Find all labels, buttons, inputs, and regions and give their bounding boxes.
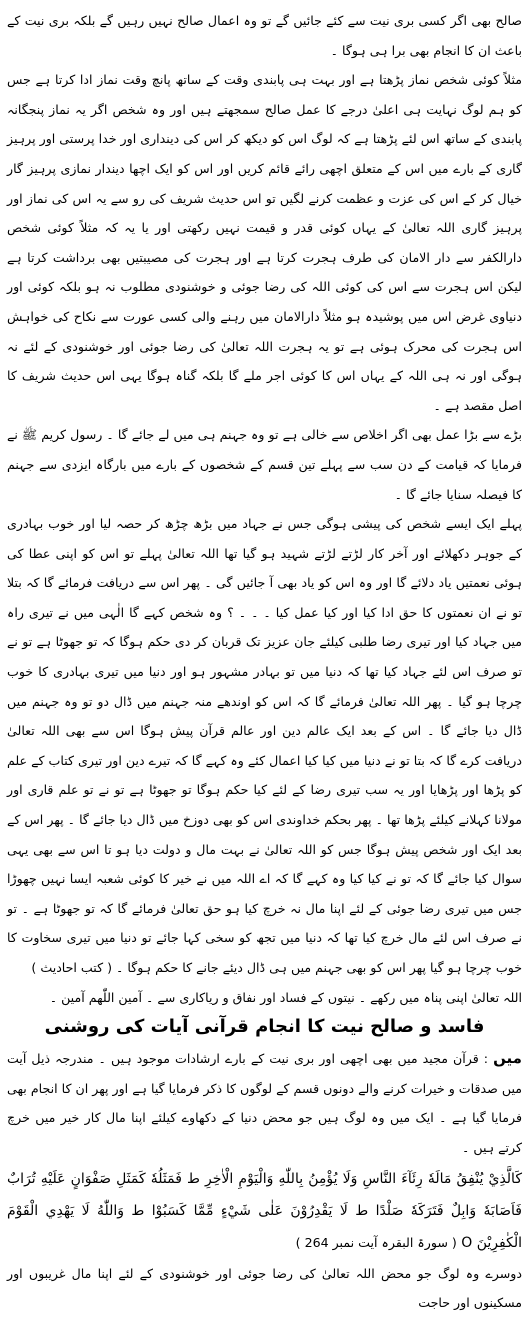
verse-text: كَالَّذِيْ يُنْفِقُ مَالَهٗ رِئَآءَ النَّاسِ وَلَا يُؤْمِنُ بِاللّٰهِ وَالْيَوْمِ الْاٰخِرِ ط فَمَثَلُهٗ كَمَثَلِ صَفْوَانٍ عَلَيْهِ تُرَابٌ فَاَصَابَهٗ وَابِلٌ فَتَرَكَهٗ صَلْدًا ط لَا يَقْدِرُوْنَ عَلٰى شَيْءٍ مِّمَّا كَسَبُوْا ط وَاللّٰهُ لَا يَهْدِي الْقَوْمَ الْكٰفِرِيْنَ O (7, 1170, 522, 1251)
section-heading: فاسد و صالح نیت کا انجام قرآنی آیات کی روشنی (44, 1016, 485, 1038)
quran-verse (7, 1163, 522, 1259)
section-lead-word: میں (493, 1049, 522, 1068)
section-intro-text: : قرآن مجید میں بھی اچھی اور بری نیت کے بارے ارشادات موجود ہیں ۔ مندرجہ ذیل آیت میں صدقات و خیرات کرنے والے دونوں قسم کے لوگوں کا ذکر فرمایا گیا ہے اور پھر ان کا انجام بھی فرمایا گیا ہے ۔ ایک میں وہ لوگ ہیں جو محض دنیا کے دکھاوے کیلئے اپنا مال کار خیر میں خرچ کرتے ہیں ۔ (7, 1051, 522, 1155)
paragraph-continuation: دوسرے وہ لوگ جو محض اللہ تعالیٰ کی رضا جوئی اور خوشنودی کے لئے اپنا مال غریبوں اور مسکینوں اور حاجت (7, 1265, 522, 1311)
paragraph-dua: اللہ تعالیٰ اپنی پناہ میں رکھے ۔ نیتوں کے فساد اور نفاق و ریاکاری سے ۔ آمین اللّٰھم آمین ۔ (49, 989, 522, 1005)
section-intro (7, 1044, 522, 1162)
paragraph-intro: صالح بھی اگر کسی بری نیت سے کئے جائیں گے تو وہ اعمال صالح نہیں رہیں گے بلکہ بری نیت کے باعث ان کا انجام بھی برا ہی ہوگا ۔ (7, 13, 522, 58)
paragraph-prayer-example: مثلاً کوئی شخص نماز پڑھتا ہے اور بہت ہی پابندی وقت کے ساتھ پانچ وقت نماز ادا کرتا ہے جس کو ہم لوگ نہایت ہی اعلیٰ درجے کا عمل صالح سمجھتے ہیں اور وہ شخص اگر یہ نماز پنجگانہ پابندی کے ساتھ اس لئے پڑھتا ہے کہ لوگ اس کو دیکھ کر اس کی دینداری اور خدا پرستی اور پرہیز گاری کے بارے میں اس کے متعلق اچھی رائے قائم کریں اور اس کو ایک اچھا دیندار نمازی پرہیز گار خیال کر کے اس کی عزت و عظمت کرنے لگیں تو اس حدیث شریف کی رو سے یہ اس کی نماز اور پرہیز گاری اللہ تعالیٰ کے یہاں کوئی قدر و قیمت نہیں رکھتی اور یا یہ کہ مثلاً کوئی شخص دارالکفر سے دار الامان کی طرف ہجرت کرتا ہے اور ہجرت کی مصیبتیں بھی برداشت کرتا ہے لیکن اس ہجرت سے اس کی کوئی اللہ کی رضا جوئی و خوشنودی مطلوب نہ ہو بلکہ کوئی اور دنیاوی غرض اس میں پوشیدہ ہو مثلاً دارالامان میں رہنے والی کسی عورت سے نکاح کی خواہش اس ہجرت کی محرک ہوئی ہے تو یہ ہجرت اللہ تعالیٰ کی رضا جوئی اور خوشنودی کے لئے نہ ہوگی اور نہ ہی اللہ کے یہاں اس کا کوئی اجر ملے گا بلکہ گناہ ہوگا یہی اس حدیث شریف کا اصل مقصد ہے ۔ (7, 72, 522, 413)
verse-reference: ( سورۃ البقرہ آیت نمبر 264 ) (295, 1234, 457, 1250)
paragraph-sincerity: بڑے سے بڑا عمل بھی اگر اخلاص سے خالی ہے تو وہ جہنم ہی میں لے جائے گا ۔ رسول کریم ﷺ نے فرمایا کہ قیامت کے دن سب سے پہلے تین قسم کے شخصوں کے بارے میں بارگاہ ایزدی سے جہنم کا فیصلہ سنایا جائے گا ۔ (7, 427, 522, 502)
paragraph-three-persons: پہلے ایک ایسے شخص کی پیشی ہوگی جس نے جہاد میں بڑھ چڑھ کر حصہ لیا اور خوب بہادری کے جوہر دکھلائے اور آخر کار لڑتے لڑتے شہید ہو گیا تھا اللہ تعالیٰ پہلے تو اس کو اپنی عطا کی ہوئی نعمتیں یاد دلائے گا اور وہ اس کو یاد بھی آ جائیں گی ۔ پھر اس سے دریافت فرمائے گا کہ بتلا تو نے ان نعمتوں کا حق ادا کیا اور کیا عمل کیا ۔ ۔ ۔ ؟ وہ شخص کہے گا الٰہی میں نے تیری راہ میں جہاد کیا اور تیری رضا طلبی کیلئے جان عزیز تک قربان کر دی حکم ہوگا کہ تو جھوٹا ہے تو نے تو صرف اس لئے جہاد کیا تھا کہ دنیا میں تو بہادر مشہور ہو اور دنیا میں تیری بہادری کا خوب چرچا ہو گیا ۔ پھر اللہ تعالیٰ فرمائے گا کہ اس کو اوندھے منہ جہنم میں ڈال دو تو وہ جہنم میں ڈال دیا جائے گا ۔ اس کے بعد ایک عالم دین اور عالم قرآن پیش ہوگا اس سے بھی اللہ تعالیٰ دریافت کرے گا کہ بتا تو نے دنیا میں کیا کیا اعمال کئے وہ کہے گا کہ تیرے دین اور تیری کتاب کے علم کو پڑھا اور پڑھایا اور یہ سب تیری رضا کے لئے کیا حکم ہوگا تو جھوٹا ہے تو نے تو علم قاری اور مولانا کہلانے کیلئے پڑھا تھا ۔ پھر بحکم خداوندی اس کو بھی دوزخ میں ڈال دیا جائے گا ۔ پھر اس کے بعد ایک اور شخص پیش ہوگا جس کو اللہ تعالیٰ نے بہت مال و دولت دیا ہو تا اس سے بھی یہی سوال کیا جائے گا کہ تو نے کیا کیا وہ کہے گا کہ اے اللہ میں نے خیر کا کوئی شعبہ ایسا نہیں چھوڑا جس میں تیری رضا جوئی کے لئے اپنا مال نہ خرچ کیا ہو حق تعالیٰ فرمائے گا کہ تو جھوٹا ہے ۔ تو نے صرف اس لئے مال خرچ کیا تھا کہ دنیا میں تجھ کو سخی کہا جائے تو دنیا میں تیری سخاوت کا خوب چرچا ہو گیا پھر اس کو بھی جہنم میں ہی ڈال دیئے جانے کا حکم ہوگا ۔ ( کتب احادیث ) (7, 516, 522, 975)
